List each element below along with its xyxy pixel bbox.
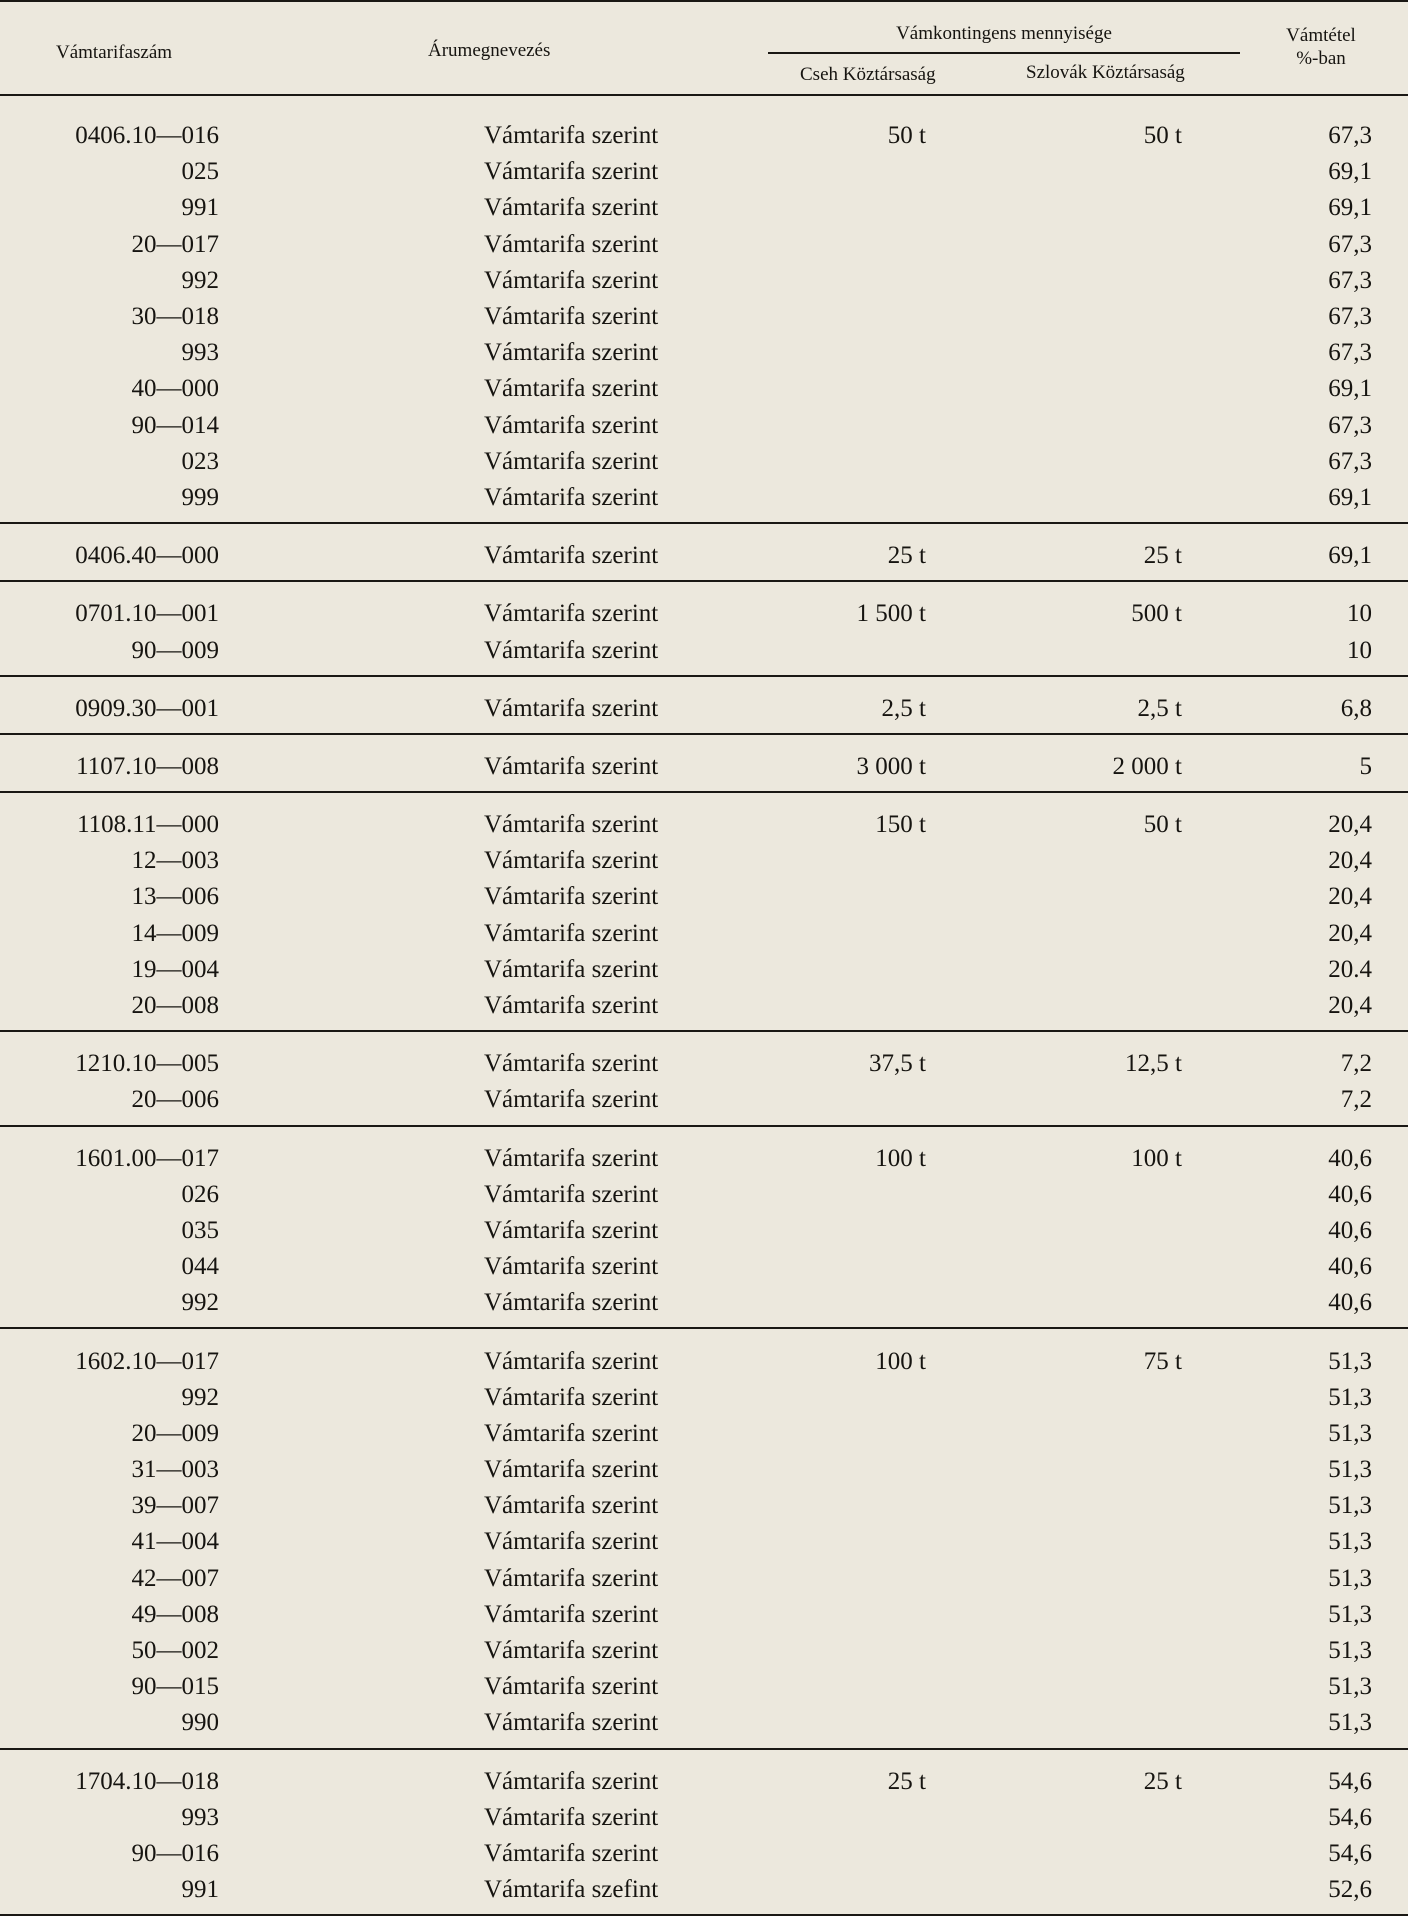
table-row [0,676,1408,734]
goods-description-cell: Vámtarifa szerint [484,811,659,839]
duty-rate-cell: 51,3 [1328,1600,1372,1628]
goods-description-cell: Vámtarifa szerint [484,1839,659,1867]
header-czech-republic: Cseh Köztársaság [800,64,936,85]
table-row [0,1285,1408,1328]
czech-quota-cell [830,879,952,915]
tariff-code-cell: 42—007 [131,1564,219,1592]
czech-quota-cell [830,1633,952,1669]
tariff-code-cell: 40—000 [131,375,219,403]
slovak-quota-cell [952,1872,1194,1915]
duty-rate-cell: 51,3 [1328,1673,1372,1701]
duty-rate-cell: 40,6 [1328,1144,1372,1172]
slovak-quota-cell [952,154,1194,190]
goods-description-cell: Vámtarifa szerint [410,480,830,523]
table-row [0,480,1408,523]
czech-quota-cell [830,1597,952,1633]
table-row [0,154,1408,190]
table-row [0,1082,1408,1125]
tariff-code-cell: 20—009 [131,1419,219,1447]
slovak-quota-cell [952,299,1194,335]
tariff-code-cell: 90—015 [131,1673,219,1701]
goods-description-cell: Vámtarifa szerint [484,1492,659,1520]
czech-quota-cell [830,1416,952,1452]
goods-description-cell: Vámtarifa szerint [484,600,659,628]
duty-rate-cell: 40,6 [1328,1253,1372,1281]
tariff-code-cell: 1107.10—008 [0,734,410,792]
duty-rate-cell: 67,3 [1328,266,1372,294]
czech-quota-cell [830,335,952,371]
goods-description-cell: Vámtarifa szerint [484,919,659,947]
czech-quota-cell [830,227,952,263]
duty-rate-cell: 67,3 [1328,122,1372,150]
slovak-quota-cell: 2,5 t [952,676,1194,734]
table-row [0,1328,1408,1379]
duty-rate-cell: 52,6 [1194,1872,1408,1915]
goods-description-cell: Vámtarifa szerint [484,1419,659,1447]
czech-quota-cell [830,1213,952,1249]
czech-quota-cell [830,263,952,299]
czech-quota-cell [830,952,952,988]
slovak-quota-cell [952,843,1194,879]
duty-rate-cell: 67,3 [1328,303,1372,331]
slovak-quota-cell [952,1416,1194,1452]
slovak-quota-cell [952,632,1194,675]
table-row [0,523,1408,581]
table-row [0,1488,1408,1524]
tariff-code-cell: 999 [0,480,410,523]
czech-quota-cell [830,408,952,444]
goods-description-cell: Vámtarifa szerint [484,375,659,403]
duty-rate-cell: 20,4 [1328,883,1372,911]
table-row [0,1031,1408,1082]
goods-description-cell: Vámtarifa szerint [484,1050,659,1078]
tariff-code-cell: 023 [181,447,219,475]
goods-description-cell: Vámtarifa szerint [484,1637,659,1665]
header-quota-quantity: Vámkontingens mennyisége [896,23,1112,44]
tariff-code-cell: 20—008 [0,988,410,1031]
czech-quota-cell [830,154,952,190]
czech-quota-cell [830,1488,952,1524]
duty-rate-cell: 10 [1347,600,1372,628]
tariff-code-cell: 035 [181,1216,219,1244]
goods-description-cell: Vámtarifa szefint [410,1872,830,1915]
czech-quota-cell [830,1836,952,1872]
goods-description-cell: Vámtarifa szerint [484,1564,659,1592]
duty-rate-cell: 54,6 [1328,1839,1372,1867]
czech-quota-cell: 100 t [875,1347,926,1375]
tariff-code-cell: 12—003 [131,847,219,875]
table-row [0,1597,1408,1633]
slovak-quota-cell [952,227,1194,263]
duty-rate-cell: 51,3 [1328,1528,1372,1556]
slovak-quota-cell [952,1452,1194,1488]
goods-description-cell: Vámtarifa szerint [484,1216,659,1244]
header-slovak-republic: Szlovák Köztársaság [1026,62,1185,83]
czech-quota-cell [830,916,952,952]
slovak-quota-cell: 100 t [1131,1144,1182,1172]
duty-rate-cell: 51,3 [1328,1456,1372,1484]
goods-description-cell: Vámtarifa szerint [484,1767,659,1795]
duty-rate-cell: 54,6 [1328,1767,1372,1795]
table-row [0,263,1408,299]
czech-quota-cell [830,1669,952,1705]
table-row [0,734,1408,792]
goods-description-cell: Vámtarifa szerint [410,1082,830,1125]
slovak-quota-cell [952,263,1194,299]
czech-quota-cell: 3 000 t [830,734,952,792]
goods-description-cell: Vámtarifa szerint [484,955,659,983]
table-row [0,952,1408,988]
czech-quota-cell [830,1177,952,1213]
table-row [0,1705,1408,1748]
tariff-code-cell: 992 [181,266,219,294]
table-row [0,1380,1408,1416]
tariff-code-cell: 993 [181,1803,219,1831]
table-row [0,1872,1408,1915]
slovak-quota-cell [952,1380,1194,1416]
table-row [0,1249,1408,1285]
czech-quota-cell: 37,5 t [869,1050,926,1078]
slovak-quota-cell: 25 t [1143,1767,1182,1795]
duty-rate-cell: 40,6 [1194,1285,1408,1328]
table-row [0,444,1408,480]
goods-description-cell: Vámtarifa szerint [410,523,830,581]
slovak-quota-cell [952,1285,1194,1328]
goods-description-cell: Vámtarifa szerint [484,303,659,331]
slovak-quota-cell [952,1213,1194,1249]
czech-quota-cell: 1 500 t [856,600,926,628]
duty-rate-cell: 67,3 [1328,339,1372,367]
slovak-quota-cell [952,335,1194,371]
duty-rate-cell: 51,3 [1328,1419,1372,1447]
top-rule [0,0,1408,2]
czech-quota-cell [830,444,952,480]
duty-rate-cell: 51,3 [1328,1564,1372,1592]
tariff-code-cell: 20—017 [131,230,219,258]
slovak-quota-cell [952,1488,1194,1524]
header-quota-underline [768,52,1240,54]
slovak-quota-cell [952,916,1194,952]
goods-description-cell: Vámtarifa szerint [484,194,659,222]
tariff-code-cell: 1601.00—017 [75,1144,219,1172]
tariff-code-cell: 1108.11—000 [77,811,219,839]
goods-description-cell: Vámtarifa szerint [484,883,659,911]
slovak-quota-cell [952,1524,1194,1560]
slovak-quota-cell [952,1633,1194,1669]
duty-rate-cell: 54,6 [1328,1803,1372,1831]
slovak-quota-cell [952,1249,1194,1285]
duty-rate-cell: 7,2 [1194,1082,1408,1125]
table-row [0,1177,1408,1213]
table-row [0,1749,1408,1800]
table-row [0,1416,1408,1452]
table-row [0,632,1408,675]
slovak-quota-cell [952,952,1194,988]
table-row [0,227,1408,263]
goods-description-cell: Vámtarifa szerint [484,1600,659,1628]
goods-description-cell: Vámtarifa szerint [484,411,659,439]
slovak-quota-cell: 2 000 t [952,734,1194,792]
tariff-code-cell: 90—016 [131,1839,219,1867]
duty-rate-cell: 67,3 [1328,230,1372,258]
duty-rate-cell: 5 [1194,734,1408,792]
goods-description-cell: Vámtarifa szerint [410,734,830,792]
duty-rate-cell: 67,3 [1328,411,1372,439]
tariff-code-cell: 044 [181,1253,219,1281]
slovak-quota-cell: 75 t [1143,1347,1182,1375]
table-row [0,843,1408,879]
table-row [0,879,1408,915]
slovak-quota-cell [952,879,1194,915]
table-row [0,581,1408,632]
table-row [0,1669,1408,1705]
tariff-code-cell: 1704.10—018 [75,1767,219,1795]
tariff-code-cell: 026 [181,1180,219,1208]
table-row [0,371,1408,407]
czech-quota-cell [830,988,952,1031]
goods-description-cell: Vámtarifa szerint [484,1253,659,1281]
duty-rate-cell: 20,4 [1328,847,1372,875]
czech-quota-cell [830,843,952,879]
duty-rate-cell: 20.4 [1328,955,1372,983]
tariff-code-cell: 1210.10—005 [75,1050,219,1078]
table-row [0,104,1408,154]
table-row [0,1561,1408,1597]
table-row [0,1836,1408,1872]
duty-rate-cell: 40,6 [1328,1216,1372,1244]
duty-rate-cell: 20,4 [1328,811,1372,839]
tariff-code-cell: 90—014 [131,411,219,439]
table-row [0,988,1408,1031]
tariff-code-cell: 990 [0,1705,410,1748]
slovak-quota-cell: 50 t [1143,811,1182,839]
table-row [0,916,1408,952]
tariff-code-cell: 39—007 [131,1492,219,1520]
tariff-code-cell: 31—003 [131,1456,219,1484]
tariff-code-cell: 14—009 [131,919,219,947]
duty-rate-cell: 10 [1194,632,1408,675]
goods-description-cell: Vámtarifa szerint [484,1144,659,1172]
czech-quota-cell: 150 t [875,811,926,839]
slovak-quota-cell [952,988,1194,1031]
duty-rate-cell: 6,8 [1194,676,1408,734]
slovak-quota-cell [952,408,1194,444]
goods-description-cell: Vámtarifa szerint [410,988,830,1031]
duty-rate-cell: 40,6 [1328,1180,1372,1208]
czech-quota-cell [830,1800,952,1836]
duty-rate-cell: 7,2 [1340,1050,1372,1078]
tariff-code-cell: 0406.10—016 [75,122,219,150]
czech-quota-cell: 25 t [887,1767,926,1795]
tariff-code-cell: 20—006 [0,1082,410,1125]
duty-rate-cell: 69,1 [1328,158,1372,186]
header-goods-description: Árumegnevezés [428,40,551,61]
tariff-code-cell: 50—002 [131,1637,219,1665]
czech-quota-cell [830,1285,952,1328]
goods-description-cell: Vámtarifa szerint [484,1180,659,1208]
czech-quota-cell: 50 t [887,122,926,150]
czech-quota-cell [830,1872,952,1915]
duty-rate-cell: 69,1 [1194,523,1408,581]
czech-quota-cell [830,1249,952,1285]
slovak-quota-cell: 12,5 t [1125,1050,1182,1078]
tariff-code-cell: 0909.30—001 [0,676,410,734]
czech-quota-cell: 2,5 t [830,676,952,734]
duty-rate-cell: 51,3 [1328,1492,1372,1520]
header-rate-line1: Vámtétel [1286,25,1356,46]
table-row [0,1126,1408,1177]
tariff-code-cell: 025 [181,158,219,186]
tariff-code-cell: 90—009 [0,632,410,675]
slovak-quota-cell [952,190,1194,226]
slovak-quota-cell [952,480,1194,523]
duty-rate-cell: 69,1 [1328,375,1372,403]
goods-description-cell: Vámtarifa szerint [484,447,659,475]
goods-description-cell: Vámtarifa szerint [484,1383,659,1411]
goods-description-cell: Vámtarifa szerint [484,266,659,294]
slovak-quota-cell [952,444,1194,480]
goods-description-cell: Vámtarifa szerint [484,1673,659,1701]
duty-rate-cell: 67,3 [1328,447,1372,475]
table-row [0,1800,1408,1836]
slovak-quota-cell [952,1177,1194,1213]
tariff-code-cell: 992 [0,1285,410,1328]
tariff-code-cell: 0406.40—000 [0,523,410,581]
czech-quota-cell [830,1380,952,1416]
tariff-quota-table [0,104,1408,1916]
duty-rate-cell: 51,3 [1328,1383,1372,1411]
duty-rate-cell: 51,3 [1328,1637,1372,1665]
duty-rate-cell: 20,4 [1328,919,1372,947]
table-row [0,1524,1408,1560]
tariff-code-cell: 992 [181,1383,219,1411]
tariff-code-cell: 991 [181,194,219,222]
slovak-quota-cell [952,1800,1194,1836]
tariff-code-cell: 19—004 [131,955,219,983]
czech-quota-cell [830,1082,952,1125]
slovak-quota-cell [952,1561,1194,1597]
czech-quota-cell [830,299,952,335]
slovak-quota-cell: 50 t [1143,122,1182,150]
table-row [0,335,1408,371]
tariff-code-cell: 13—006 [131,883,219,911]
duty-rate-cell: 69,1 [1328,194,1372,222]
slovak-quota-cell [952,1705,1194,1748]
slovak-quota-cell [952,1082,1194,1125]
goods-description-cell: Vámtarifa szerint [484,230,659,258]
tariff-code-cell: 993 [181,339,219,367]
goods-description-cell: Vámtarifa szerint [484,122,659,150]
tariff-code-cell: 991 [0,1872,410,1915]
header-bottom-rule [0,94,1408,96]
goods-description-cell: Vámtarifa szerint [484,339,659,367]
czech-quota-cell [830,480,952,523]
duty-rate-cell: 20,4 [1194,988,1408,1031]
czech-quota-cell [830,1452,952,1488]
table-row [0,1633,1408,1669]
czech-quota-cell: 25 t [830,523,952,581]
duty-rate-cell: 51,3 [1194,1705,1408,1748]
czech-quota-cell [830,1705,952,1748]
table-row [0,190,1408,226]
slovak-quota-cell: 25 t [952,523,1194,581]
tariff-code-cell: 1602.10—017 [75,1347,219,1375]
slovak-quota-cell [952,1669,1194,1705]
table-row [0,1213,1408,1249]
czech-quota-cell [830,1561,952,1597]
header-rate-line2: %-ban [1296,48,1346,69]
goods-description-cell: Vámtarifa szerint [484,1803,659,1831]
goods-description-cell: Vámtarifa szerint [484,158,659,186]
slovak-quota-cell: 500 t [1131,600,1182,628]
goods-description-cell: Vámtarifa szerint [484,1528,659,1556]
tariff-code-cell: 41—004 [131,1528,219,1556]
header-tariff-number: Vámtarifaszám [56,42,173,63]
table-row [0,1452,1408,1488]
czech-quota-cell: 100 t [875,1144,926,1172]
table-row [0,408,1408,444]
table-row [0,792,1408,843]
goods-description-cell: Vámtarifa szerint [484,847,659,875]
table-row [0,299,1408,335]
goods-description-cell: Vámtarifa szerint [410,632,830,675]
czech-quota-cell [830,371,952,407]
goods-description-cell: Vámtarifa szerint [484,1456,659,1484]
tariff-code-cell: 49—008 [131,1600,219,1628]
czech-quota-cell [830,190,952,226]
tariff-code-cell: 0701.10—001 [75,600,219,628]
duty-rate-cell: 51,3 [1328,1347,1372,1375]
goods-description-cell: Vámtarifa szerint [484,1347,659,1375]
goods-description-cell: Vámtarifa szerint [410,676,830,734]
slovak-quota-cell [952,1836,1194,1872]
czech-quota-cell [830,1524,952,1560]
slovak-quota-cell [952,371,1194,407]
tariff-code-cell: 30—018 [131,303,219,331]
slovak-quota-cell [952,1597,1194,1633]
duty-rate-cell: 69,1 [1194,480,1408,523]
czech-quota-cell [830,632,952,675]
goods-description-cell: Vámtarifa szerint [410,1285,830,1328]
goods-description-cell: Vámtarifa szerint [410,1705,830,1748]
